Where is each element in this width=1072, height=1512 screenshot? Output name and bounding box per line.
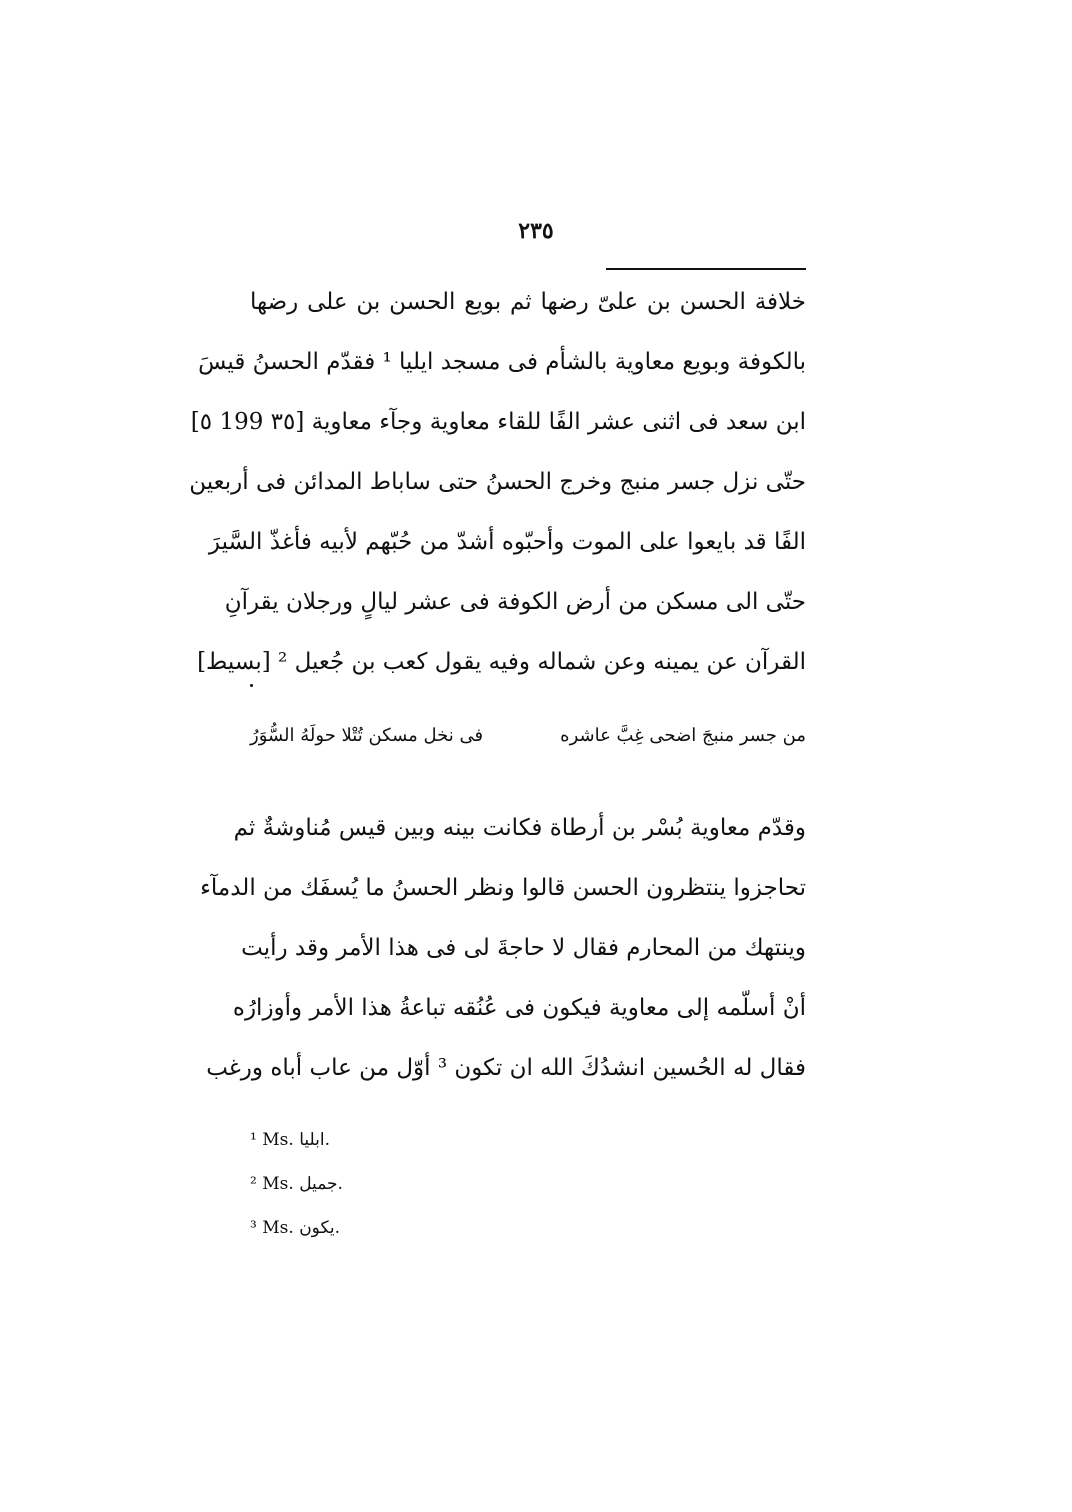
- text-line: ابن سعد فى اثنى عشر الفًا للقاء معاوية وجآء معاوية [٣٥ 199 ٥]: [190, 409, 806, 435]
- footnote-marker: ¹: [250, 1130, 257, 1150]
- text-line: بالكوفة وبويع معاوية بالشأم فى مسجد ايليا ¹ فقدّم الحسنُ قيسَ: [198, 349, 806, 375]
- footnote-ms: Ms.: [262, 1130, 294, 1150]
- text-line: وينتهك من المحارم فقال لا حاجةَ لى فى هذا الأمر وقد رأيت: [241, 935, 806, 961]
- footnote-ms: Ms.: [262, 1218, 294, 1238]
- text-line: فقال له الحُسين انشدُكَ الله ان تكون ³ أوّل من عاب أباه ورغب: [206, 1055, 806, 1081]
- text-line: القرآن عن يمينه وعن شماله وفيه يقول كعب بن جُعيل ² [بسيط]: [197, 649, 806, 675]
- footnote-reading: يكون: [299, 1218, 335, 1238]
- footnotes: [250, 1118, 450, 1250]
- text-line: الفًا قد بايعوا على الموت وأحبّوه أشدّ من حُبّهم لأبيه فأغذّ السَّيرَ: [208, 529, 806, 555]
- page-number: ٢٣٥: [518, 218, 554, 244]
- footnote-marker: ³: [250, 1218, 257, 1238]
- footnote-reading: جميل: [299, 1174, 338, 1194]
- paragraph-2: [200, 798, 806, 1098]
- text-line: خلافة الحسن بن علىّ رضها ثم بويع الحسن بن على رضها: [250, 289, 806, 315]
- verse-first-hemistich: من جسر منبجَ اضحى غِبَّ عاشره: [560, 725, 806, 746]
- footnote: ³ Ms. يكون.: [250, 1218, 340, 1238]
- ink-dot: [250, 684, 253, 687]
- paragraph-1: [189, 272, 806, 692]
- text-line: حتّى الى مسكن من أرض الكوفة فى عشر ليالٍ ورجلان يقرآنِ: [224, 589, 806, 615]
- footnote-reading: ابليا: [299, 1130, 325, 1150]
- text-line: حتّى نزل جسر منبج وخرج الحسنُ حتى ساباط المدائن فى أربعين: [189, 469, 806, 495]
- text-line: وقدّم معاوية بُسْر بن أرطاة فكانت بينه وبين قيس مُناوشةٌ ثم: [233, 815, 806, 841]
- text-line: أنْ أسلّمه إلى معاوية فيكون فى عُنُقه تباعةُ هذا الأمر وأوزارُه: [232, 995, 806, 1021]
- verse: [250, 716, 806, 756]
- footnote: ² Ms. جميل.: [250, 1174, 343, 1194]
- text-line: تحاجزوا ينتظرون الحسن قالوا ونظر الحسنُ ما يُسفَك من الدمآء: [200, 875, 806, 901]
- header-rule: [606, 268, 806, 270]
- footnote-ms: Ms.: [262, 1174, 294, 1194]
- footnote-marker: ²: [250, 1174, 257, 1194]
- footnote: ¹ Ms. ابليا.: [250, 1130, 330, 1150]
- verse-second-hemistich: فى نخل مسكن تُتْلا حولَهُ السُّوَرُ: [250, 725, 484, 746]
